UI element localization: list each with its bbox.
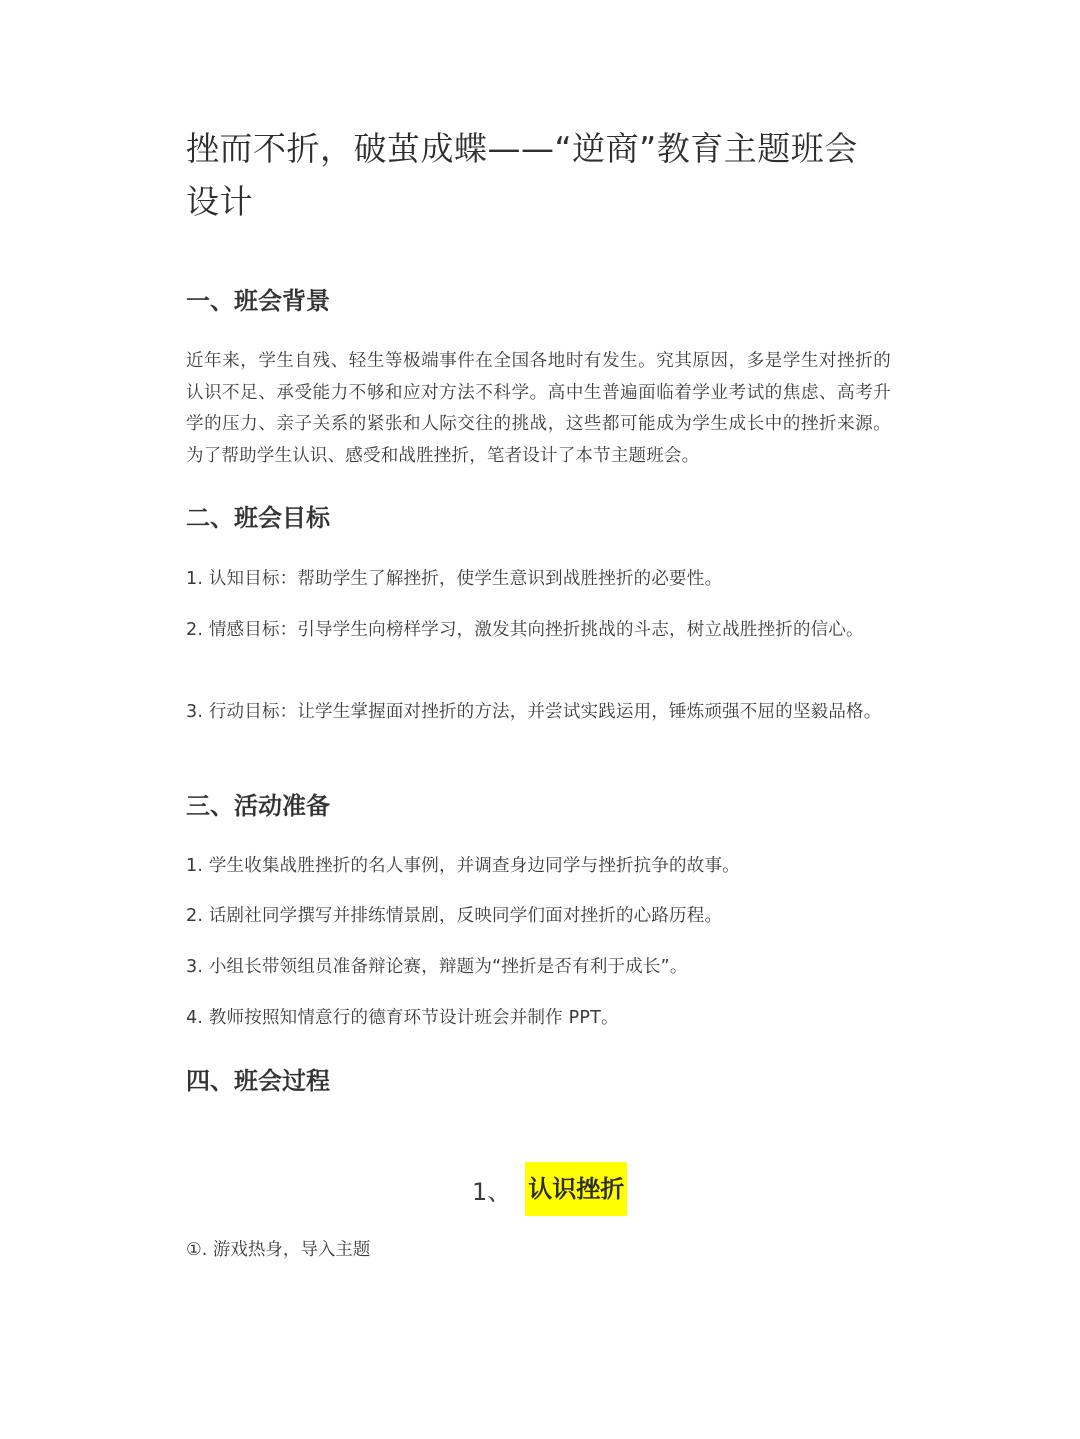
preparation-item: 2. 话剧社同学撰写并排练情景剧，反映同学们面对挫折的心路历程。 [186,906,723,926]
document-title: 挫而不折，破茧成蝶——“逆商”教育主题班会设计 [186,129,858,221]
section-heading-background: 一、班会背景 [186,287,330,315]
goal-item: 3. 行动目标：让学生掌握面对挫折的方法，并尝试实践运用，锤炼顽强不屈的坚毅品格。 [186,702,882,722]
goal-item: 2. 情感目标：引导学生向榜样学习，激发其向挫折挑战的斗志，树立战胜挫折的信心。 [186,620,864,640]
process-subheading [472,1162,627,1216]
goal-item: 1. 认知目标：帮助学生了解挫折，使学生意识到战胜挫折的必要性。 [186,569,723,589]
subheading-number: 1、 [472,1177,512,1206]
background-paragraph: 近年来，学生自残、轻生等极端事件在全国各地时有发生。究其原因，多是学生对挫折的认识不足、承受能力不够和应对方法不科学。高中生普遍面临着学业考试的焦虑、高考升学的压力、亲子关系的紧张和人际交往的挑战，这些都可能成为学生成长中的挫折来源。为了帮助学生认识、感受和战胜挫折，笔者设计了本节主题班会。 [186,351,891,466]
preparation-item: 1. 学生收集战胜挫折的名人事例，并调查身边同学与挫折抗争的故事。 [186,856,740,876]
section-heading-preparation: 三、活动准备 [186,792,330,820]
preparation-item: 3. 小组长带领组员准备辩论赛，辩题为“挫折是否有利于成长”。 [186,957,688,977]
process-subitem: ①. 游戏热身，导入主题 [186,1240,371,1260]
section-heading-process: 四、班会过程 [186,1067,330,1095]
section-heading-goals: 二、班会目标 [186,504,330,532]
preparation-item: 4. 教师按照知情意行的德育环节设计班会并制作 PPT。 [186,1008,619,1028]
subheading-highlighted-text: 认识挫折 [525,1162,627,1216]
